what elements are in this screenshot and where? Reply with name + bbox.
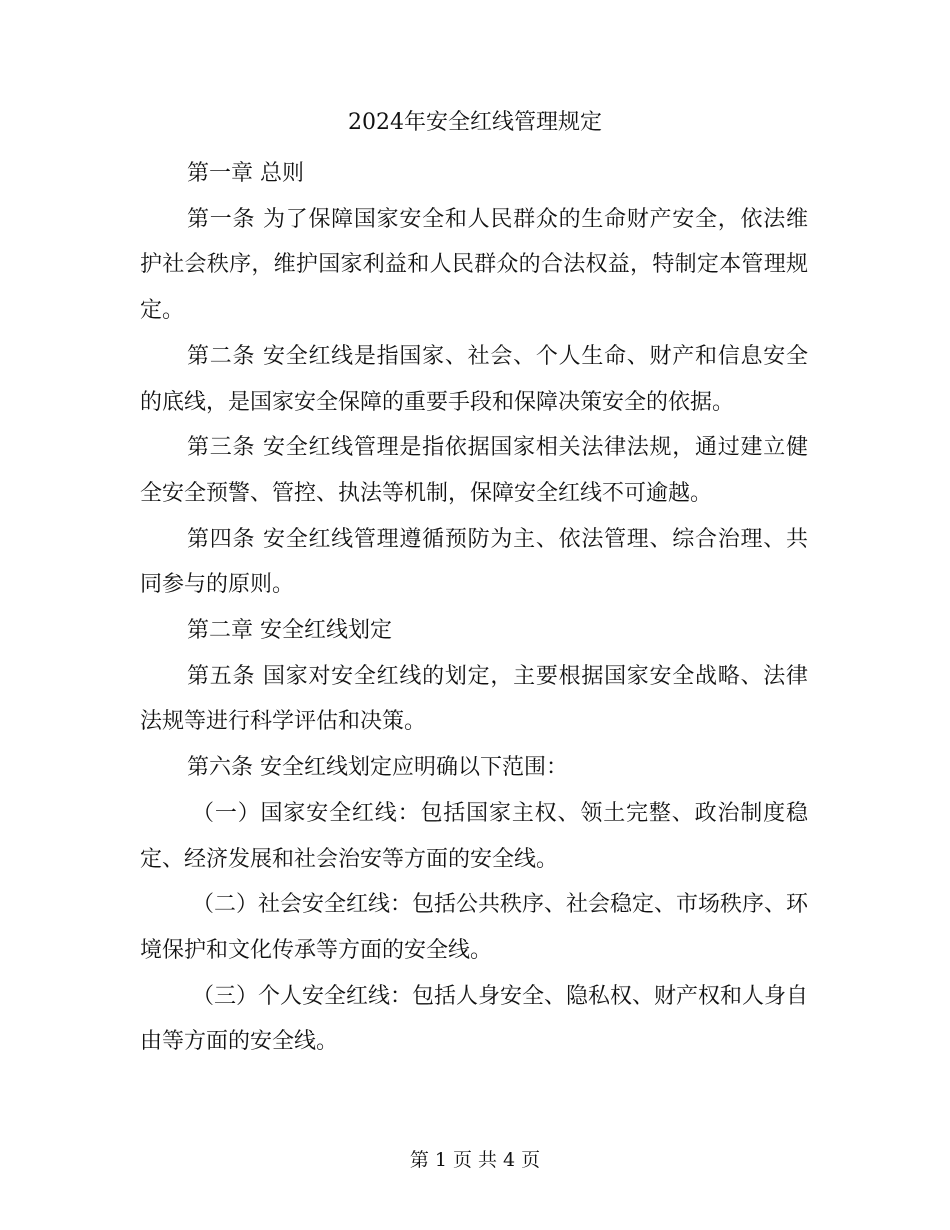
article-paragraph: 第四条 安全红线管理遵循预防为主、依法管理、综合治理、共同参与的原则。 bbox=[140, 526, 808, 598]
chapter-heading: 第二章 安全红线划定 bbox=[187, 618, 392, 644]
document-title: 2024年安全红线管理规定 bbox=[348, 110, 602, 135]
article-paragraph: 第五条 国家对安全红线的划定，主要根据国家安全战略、法律法规等进行科学评估和决策。 bbox=[140, 663, 808, 735]
chapter-heading: 第一章 总则 bbox=[187, 161, 304, 186]
article-paragraph: 第二条 安全红线是指国家、社会、个人生命、财产和信息安全的底线，是国家安全保障的重要手段和保障决策安全的依据。 bbox=[140, 343, 808, 415]
list-item: （一）国家安全红线：包括国家主权、领土完整、政治制度稳定、经济发展和社会治安等方面的安全线。 bbox=[140, 800, 808, 872]
page-number-footer: 第 1 页 共 4 页 bbox=[409, 1149, 541, 1171]
list-item: （三）个人安全红线：包括人身安全、隐私权、财产权和人身自由等方面的安全线。 bbox=[140, 983, 809, 1055]
article-paragraph: 第一条 为了保障国家安全和人民群众的生命财产安全，依法维护社会秩序，维护国家利益和人民群众的合法权益，特制定本管理规定。 bbox=[140, 206, 808, 324]
list-item: （二）社会安全红线：包括公共秩序、社会稳定、市场秩序、环境保护和文化传承等方面的安全线。 bbox=[140, 892, 809, 963]
article-paragraph: 第六条 安全红线划定应明确以下范围： bbox=[187, 755, 568, 781]
document-body bbox=[140, 151, 808, 1065]
article-paragraph: 第三条 安全红线管理是指依据国家相关法律法规，通过建立健全安全预警、管控、执法等机制，保障安全红线不可逾越。 bbox=[140, 435, 808, 506]
